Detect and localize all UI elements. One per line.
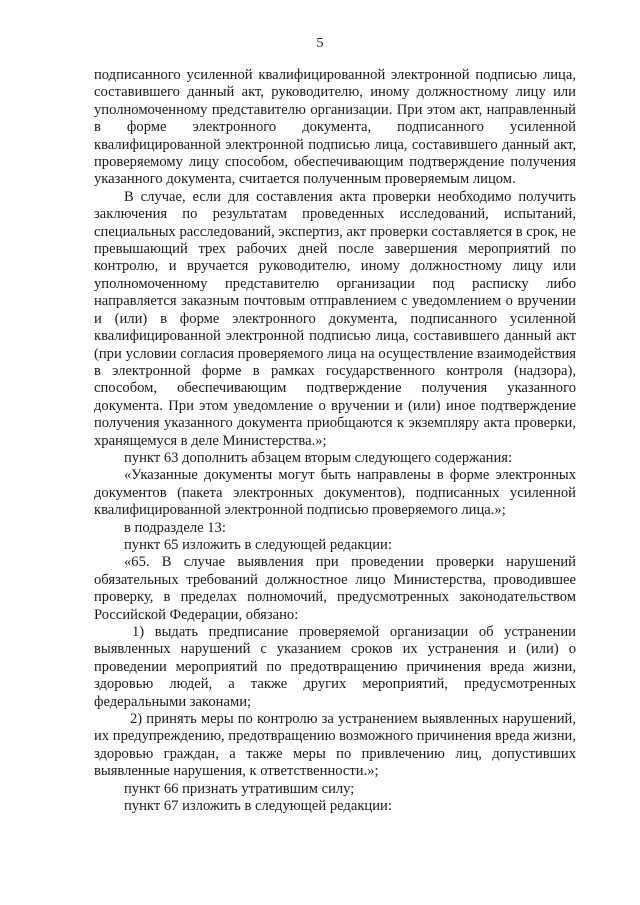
paragraph-11: пункт 67 изложить в следующей редакции: — [124, 798, 392, 815]
paragraph-6: пункт 65 изложить в следующей редакции: — [124, 536, 392, 553]
paragraph-7: «65. В случае выявления при проведении проверки нарушений обязательных требований должностное лицо Министерства, проводившее проверку, в пределах полномочий, предусмотренных законодательством Российской Федерации, обязано: — [94, 554, 576, 623]
document-body — [94, 67, 576, 815]
page-number: 5 — [316, 36, 324, 51]
paragraph-2: В случае, если для составления акта проверки необходимо получить заключения по результатам проведенных исследований, испытаний, специальных расследований, экспертиз, акт проверки составляется в срок, не превышающий трех рабочих дней после завершения мероприятий по контролю, и вручается руководителю, иному должностному лицу или уполномоченному представителю организации под расписку либо направляется заказным почтовым отправлением с уведомлением о вручении и (или) в форме электронного документа, подписанного усиленной квалифицированной электронной подписью лица, составившего данный акт (при условии согласия проверяемого лица на осуществление взаимодействия в электронной форме в рамках государственного контроля (надзора), способом, обеспечивающим подтверждение получения указанного документа. При этом уведомление о вручении и (или) иное подтверждение получения указанного документа приобщаются к экземпляру акта проверки, хранящемуся в деле Министерства.»; — [94, 188, 576, 449]
paragraph-10: пункт 66 признать утратившим силу; — [124, 780, 355, 797]
paragraph-1: подписанного усиленной квалифицированной электронной подписью лица, составившего данный акт, руководителю, иному должностному лицу или уполномоченному представителю организации. При этом акт, направленный в форме электронного документа, подписанного усиленной квалифицированной электронной подписью лица, составившего данный акт, проверяемому лицу способом, обеспечивающим подтверждение получения указанного документа, считается полученным проверяемым лицом. — [94, 67, 576, 188]
paragraph-9: 2) принять меры по контролю за устранением выявленных нарушений, их предупреждению, предотвращению возможного причинения вреда жизни, здоровью граждан, а также меры по привлечению лиц, допустивших выявленные нарушения, к ответственности.»; — [94, 711, 576, 780]
paragraph-5: в подразделе 13: — [124, 519, 226, 536]
paragraph-3: пункт 63 дополнить абзацем вторым следующего содержания: — [124, 449, 513, 466]
paragraph-8: 1) выдать предписание проверяемой организации об устранении выявленных нарушений с указанием сроков их устранения и (или) о проведении мероприятий по предотвращению причинения вреда жизни, здоровью людей, а также других мероприятий, предусмотренных федеральными законами; — [94, 624, 576, 710]
paragraph-4: «Указанные документы могут быть направлены в форме электронных документов (пакета электронных документов), подписанных усиленной квалифицированной электронной подписью проверяемого лица.»; — [94, 467, 576, 519]
